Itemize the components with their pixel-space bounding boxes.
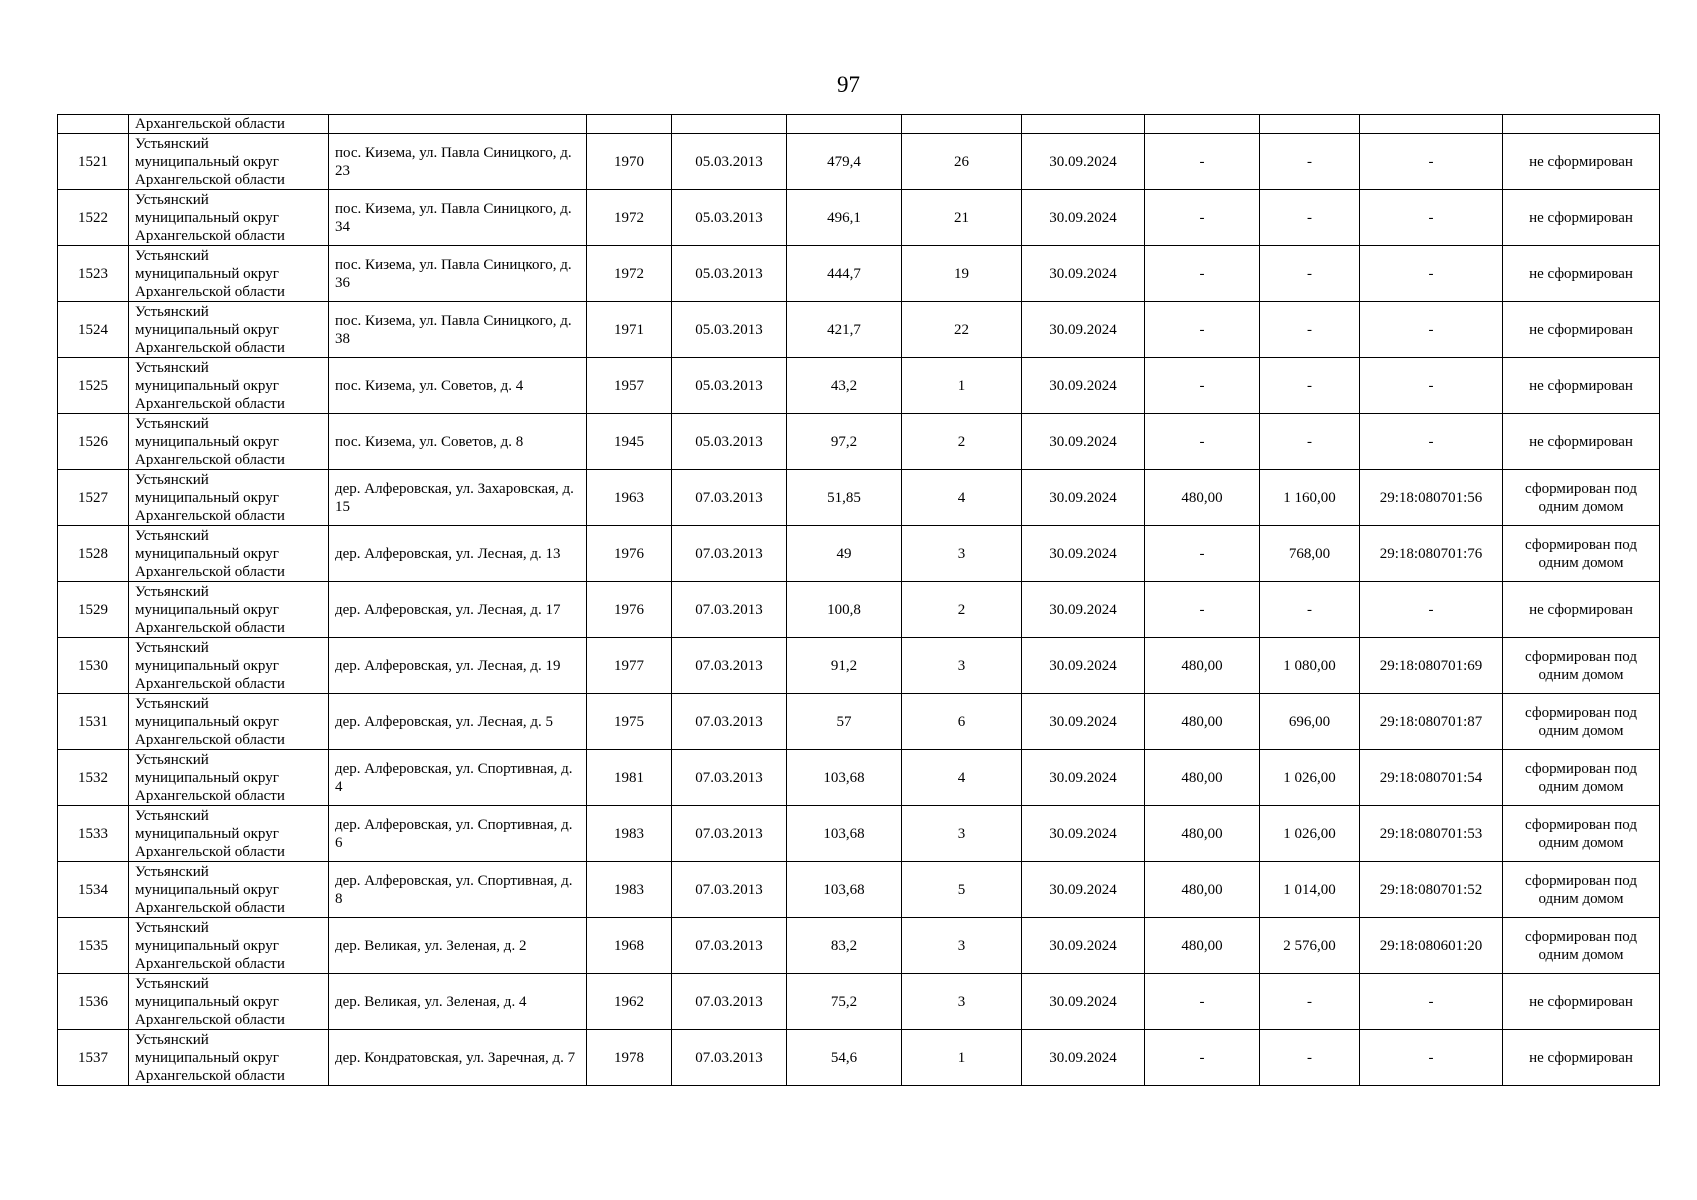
cell-cadastral: 29:18:080701:87 bbox=[1360, 694, 1503, 750]
cell-address: дер. Алферовская, ул. Спортивная, д. 8 bbox=[329, 862, 587, 918]
municipality-line: Устьянский bbox=[135, 583, 209, 600]
cell-year: 1983 bbox=[587, 806, 672, 862]
cell-address: пос. Кизема, ул. Советов, д. 4 bbox=[329, 358, 587, 414]
cell-value1: 480,00 bbox=[1145, 750, 1260, 806]
cell-value2: 1 014,00 bbox=[1260, 862, 1360, 918]
table-row bbox=[58, 134, 1660, 190]
cell-year: 1972 bbox=[587, 190, 672, 246]
cell-date2: 30.09.2024 bbox=[1022, 470, 1145, 526]
cell-cadastral: - bbox=[1360, 1030, 1503, 1086]
cell-address: дер. Алферовская, ул. Лесная, д. 13 bbox=[329, 526, 587, 582]
table-row bbox=[58, 358, 1660, 414]
cell-cadastral: - bbox=[1360, 302, 1503, 358]
cell-date2: 30.09.2024 bbox=[1022, 190, 1145, 246]
municipality-line: Архангельской области bbox=[135, 507, 285, 524]
municipality-line: муниципальный округ bbox=[135, 601, 279, 618]
cell-year: 1963 bbox=[587, 470, 672, 526]
cell-value2: 2 576,00 bbox=[1260, 918, 1360, 974]
table-row bbox=[58, 638, 1660, 694]
municipality-line: Устьянский bbox=[135, 415, 209, 432]
cell-number: 1535 bbox=[58, 918, 129, 974]
cell-status: не сформирован bbox=[1503, 246, 1660, 302]
cell-address: дер. Алферовская, ул. Спортивная, д. 4 bbox=[329, 750, 587, 806]
cell-value2: - bbox=[1260, 414, 1360, 470]
cell-municipality bbox=[129, 358, 329, 414]
cell-cadastral: - bbox=[1360, 974, 1503, 1030]
cell-municipality bbox=[129, 246, 329, 302]
cell-date: 07.03.2013 bbox=[672, 694, 787, 750]
table-row bbox=[58, 414, 1660, 470]
cell-status: сформирован под одним домом bbox=[1503, 918, 1660, 974]
cell-date: 05.03.2013 bbox=[672, 190, 787, 246]
cell-value1: - bbox=[1145, 190, 1260, 246]
cell-value1: 480,00 bbox=[1145, 918, 1260, 974]
cell-cadastral: 29:18:080701:52 bbox=[1360, 862, 1503, 918]
cell-area: 49 bbox=[787, 526, 902, 582]
cell-cadastral: 29:18:080701:56 bbox=[1360, 470, 1503, 526]
cell-date: 07.03.2013 bbox=[672, 806, 787, 862]
cell-year: 1971 bbox=[587, 302, 672, 358]
cell-municipality bbox=[129, 806, 329, 862]
cell-address: дер. Алферовская, ул. Захаровская, д. 15 bbox=[329, 470, 587, 526]
municipality-line: Устьянский bbox=[135, 303, 209, 320]
municipality-line: муниципальный округ bbox=[135, 769, 279, 786]
cell-cadastral: 29:18:080601:20 bbox=[1360, 918, 1503, 974]
cell-status bbox=[1503, 115, 1660, 134]
cell-year: 1970 bbox=[587, 134, 672, 190]
municipality-line: Устьянский bbox=[135, 695, 209, 712]
municipality-line: муниципальный округ bbox=[135, 265, 279, 282]
cell-count: 4 bbox=[902, 750, 1022, 806]
cell-value2: - bbox=[1260, 302, 1360, 358]
cell-number: 1533 bbox=[58, 806, 129, 862]
municipality-line: Устьянский bbox=[135, 247, 209, 264]
cell-date: 07.03.2013 bbox=[672, 862, 787, 918]
cell-address: дер. Кондратовская, ул. Заречная, д. 7 bbox=[329, 1030, 587, 1086]
cell-cadastral: - bbox=[1360, 582, 1503, 638]
cell-municipality bbox=[129, 526, 329, 582]
municipality-line: Архангельской области bbox=[135, 731, 285, 748]
cell-status: не сформирован bbox=[1503, 190, 1660, 246]
municipality-line: Архангельской области bbox=[135, 451, 285, 468]
municipality-line: Устьянский bbox=[135, 135, 209, 152]
cell-value2: 1 026,00 bbox=[1260, 750, 1360, 806]
cell-value1: - bbox=[1145, 134, 1260, 190]
municipality-line: муниципальный округ bbox=[135, 321, 279, 338]
municipality-line: Устьянский bbox=[135, 919, 209, 936]
cell-date: 07.03.2013 bbox=[672, 918, 787, 974]
cell-date2: 30.09.2024 bbox=[1022, 974, 1145, 1030]
cell-value1: - bbox=[1145, 358, 1260, 414]
cell-value1: - bbox=[1145, 974, 1260, 1030]
municipality-line: Устьянский bbox=[135, 975, 209, 992]
cell-municipality bbox=[129, 862, 329, 918]
cell-date bbox=[672, 115, 787, 134]
cell-date: 05.03.2013 bbox=[672, 246, 787, 302]
cell-count: 3 bbox=[902, 974, 1022, 1030]
municipality-line: Архангельской области bbox=[135, 899, 285, 916]
cell-count: 2 bbox=[902, 582, 1022, 638]
cell-area: 421,7 bbox=[787, 302, 902, 358]
cell-date2: 30.09.2024 bbox=[1022, 246, 1145, 302]
municipality-line: Архангельской области bbox=[135, 675, 285, 692]
municipality-line: Архангельской области bbox=[135, 283, 285, 300]
cell-value1: - bbox=[1145, 302, 1260, 358]
municipality-line: Архангельской области bbox=[135, 171, 285, 188]
cell-address: дер. Алферовская, ул. Лесная, д. 19 bbox=[329, 638, 587, 694]
cell-year: 1977 bbox=[587, 638, 672, 694]
cell-cadastral: 29:18:080701:76 bbox=[1360, 526, 1503, 582]
cell-count: 6 bbox=[902, 694, 1022, 750]
cell-count: 1 bbox=[902, 358, 1022, 414]
cell-count: 2 bbox=[902, 414, 1022, 470]
municipality-line: Архангельской области bbox=[135, 1067, 285, 1084]
cell-date2: 30.09.2024 bbox=[1022, 1030, 1145, 1086]
cell-value1 bbox=[1145, 115, 1260, 134]
municipality-line: Устьянский bbox=[135, 191, 209, 208]
cell-address: дер. Великая, ул. Зеленая, д. 2 bbox=[329, 918, 587, 974]
municipality-line: Архангельской области bbox=[135, 339, 285, 356]
table-row-continuation bbox=[58, 115, 1660, 134]
cell-cadastral: - bbox=[1360, 134, 1503, 190]
cell-cadastral: - bbox=[1360, 190, 1503, 246]
cell-value1: 480,00 bbox=[1145, 806, 1260, 862]
cell-area: 75,2 bbox=[787, 974, 902, 1030]
cell-area: 479,4 bbox=[787, 134, 902, 190]
cell-status: не сформирован bbox=[1503, 358, 1660, 414]
cell-status: не сформирован bbox=[1503, 582, 1660, 638]
table-row bbox=[58, 470, 1660, 526]
cell-date2: 30.09.2024 bbox=[1022, 414, 1145, 470]
cell-date: 07.03.2013 bbox=[672, 1030, 787, 1086]
cell-count: 21 bbox=[902, 190, 1022, 246]
table-row bbox=[58, 1030, 1660, 1086]
cell-date2: 30.09.2024 bbox=[1022, 918, 1145, 974]
cell-count: 19 bbox=[902, 246, 1022, 302]
cell-year: 1976 bbox=[587, 582, 672, 638]
cell-area: 100,8 bbox=[787, 582, 902, 638]
cell-number: 1536 bbox=[58, 974, 129, 1030]
cell-year: 1981 bbox=[587, 750, 672, 806]
cell-municipality bbox=[129, 302, 329, 358]
cell-number: 1530 bbox=[58, 638, 129, 694]
cell-year: 1968 bbox=[587, 918, 672, 974]
cell-value2: - bbox=[1260, 1030, 1360, 1086]
cell-area: 83,2 bbox=[787, 918, 902, 974]
cell-area: 496,1 bbox=[787, 190, 902, 246]
municipality-line: Устьянский bbox=[135, 527, 209, 544]
cell-value1: 480,00 bbox=[1145, 694, 1260, 750]
cell-status: сформирован под одним домом bbox=[1503, 526, 1660, 582]
municipality-line: Архангельской области bbox=[135, 955, 285, 972]
cell-municipality bbox=[129, 470, 329, 526]
cell-municipality bbox=[129, 414, 329, 470]
cell-count: 3 bbox=[902, 638, 1022, 694]
cell-number: 1532 bbox=[58, 750, 129, 806]
municipality-line: Архангельской области bbox=[135, 1011, 285, 1028]
cell-cadastral: - bbox=[1360, 358, 1503, 414]
cell-municipality bbox=[129, 134, 329, 190]
cell-year bbox=[587, 115, 672, 134]
cell-cadastral bbox=[1360, 115, 1503, 134]
housing-registry-table bbox=[57, 114, 1660, 1086]
table-row bbox=[58, 190, 1660, 246]
cell-year: 1957 bbox=[587, 358, 672, 414]
cell-date2: 30.09.2024 bbox=[1022, 358, 1145, 414]
cell-date2 bbox=[1022, 115, 1145, 134]
municipality-line: Устьянский bbox=[135, 1031, 209, 1048]
cell-number: 1529 bbox=[58, 582, 129, 638]
municipality-line: муниципальный округ bbox=[135, 825, 279, 842]
cell-count: 1 bbox=[902, 1030, 1022, 1086]
cell-area: 103,68 bbox=[787, 750, 902, 806]
cell-value2: - bbox=[1260, 190, 1360, 246]
cell-status: не сформирован bbox=[1503, 302, 1660, 358]
municipality-line: Архангельской области bbox=[135, 843, 285, 860]
cell-status: не сформирован bbox=[1503, 134, 1660, 190]
cell-number: 1523 bbox=[58, 246, 129, 302]
cell-value2: 1 080,00 bbox=[1260, 638, 1360, 694]
cell-count: 3 bbox=[902, 526, 1022, 582]
cell-status: сформирован под одним домом bbox=[1503, 638, 1660, 694]
cell-value1: - bbox=[1145, 246, 1260, 302]
cell-value1: - bbox=[1145, 582, 1260, 638]
cell-date2: 30.09.2024 bbox=[1022, 806, 1145, 862]
cell-area: 57 bbox=[787, 694, 902, 750]
cell-date: 07.03.2013 bbox=[672, 582, 787, 638]
municipality-line: Устьянский bbox=[135, 751, 209, 768]
cell-number: 1527 bbox=[58, 470, 129, 526]
cell-address: дер. Великая, ул. Зеленая, д. 4 bbox=[329, 974, 587, 1030]
cell-date: 05.03.2013 bbox=[672, 302, 787, 358]
cell-municipality bbox=[129, 974, 329, 1030]
table-row bbox=[58, 526, 1660, 582]
cell-value2: - bbox=[1260, 246, 1360, 302]
cell-number: 1525 bbox=[58, 358, 129, 414]
municipality-line: муниципальный округ bbox=[135, 881, 279, 898]
cell-municipality bbox=[129, 638, 329, 694]
table-row bbox=[58, 918, 1660, 974]
cell-value2: - bbox=[1260, 582, 1360, 638]
municipality-line: Архангельской области bbox=[135, 787, 285, 804]
cell-address: пос. Кизема, ул. Советов, д. 8 bbox=[329, 414, 587, 470]
cell-value2: 696,00 bbox=[1260, 694, 1360, 750]
cell-municipality: Архангельской области bbox=[129, 115, 329, 134]
cell-area: 54,6 bbox=[787, 1030, 902, 1086]
cell-value2 bbox=[1260, 115, 1360, 134]
cell-date2: 30.09.2024 bbox=[1022, 694, 1145, 750]
cell-date: 07.03.2013 bbox=[672, 974, 787, 1030]
table-row bbox=[58, 694, 1660, 750]
municipality-line: Устьянский bbox=[135, 863, 209, 880]
cell-value1: - bbox=[1145, 526, 1260, 582]
cell-number: 1524 bbox=[58, 302, 129, 358]
cell-cadastral: 29:18:080701:54 bbox=[1360, 750, 1503, 806]
cell-date: 05.03.2013 bbox=[672, 358, 787, 414]
cell-date2: 30.09.2024 bbox=[1022, 750, 1145, 806]
cell-date2: 30.09.2024 bbox=[1022, 302, 1145, 358]
municipality-line: муниципальный округ bbox=[135, 1049, 279, 1066]
municipality-line: муниципальный округ bbox=[135, 657, 279, 674]
cell-area: 91,2 bbox=[787, 638, 902, 694]
page-number: 97 bbox=[837, 72, 860, 97]
cell-date2: 30.09.2024 bbox=[1022, 582, 1145, 638]
cell-year: 1978 bbox=[587, 1030, 672, 1086]
municipality-line: муниципальный округ bbox=[135, 209, 279, 226]
cell-value1: 480,00 bbox=[1145, 862, 1260, 918]
cell-year: 1962 bbox=[587, 974, 672, 1030]
cell-value2: 1 026,00 bbox=[1260, 806, 1360, 862]
cell-municipality bbox=[129, 190, 329, 246]
cell-area: 444,7 bbox=[787, 246, 902, 302]
cell-status: не сформирован bbox=[1503, 1030, 1660, 1086]
municipality-line: муниципальный округ bbox=[135, 489, 279, 506]
cell-year: 1972 bbox=[587, 246, 672, 302]
table-row bbox=[58, 862, 1660, 918]
cell-year: 1983 bbox=[587, 862, 672, 918]
cell-date: 07.03.2013 bbox=[672, 638, 787, 694]
table-row bbox=[58, 246, 1660, 302]
cell-value1: - bbox=[1145, 414, 1260, 470]
cell-year: 1945 bbox=[587, 414, 672, 470]
cell-status: не сформирован bbox=[1503, 414, 1660, 470]
cell-status: сформирован под одним домом bbox=[1503, 694, 1660, 750]
cell-year: 1976 bbox=[587, 526, 672, 582]
table-row bbox=[58, 806, 1660, 862]
municipality-line: муниципальный округ bbox=[135, 937, 279, 954]
cell-date2: 30.09.2024 bbox=[1022, 862, 1145, 918]
table-row bbox=[58, 750, 1660, 806]
cell-area: 103,68 bbox=[787, 862, 902, 918]
municipality-line: Устьянский bbox=[135, 471, 209, 488]
municipality-line: Устьянский bbox=[135, 639, 209, 656]
municipality-line: муниципальный округ bbox=[135, 433, 279, 450]
cell-date2: 30.09.2024 bbox=[1022, 526, 1145, 582]
cell-municipality bbox=[129, 750, 329, 806]
cell-date: 05.03.2013 bbox=[672, 134, 787, 190]
cell-number: 1528 bbox=[58, 526, 129, 582]
cell-address: пос. Кизема, ул. Павла Синицкого, д. 38 bbox=[329, 302, 587, 358]
municipality-line: Архангельской области bbox=[135, 227, 285, 244]
cell-number: 1522 bbox=[58, 190, 129, 246]
cell-value1: - bbox=[1145, 1030, 1260, 1086]
cell-address: пос. Кизема, ул. Павла Синицкого, д. 23 bbox=[329, 134, 587, 190]
cell-count: 22 bbox=[902, 302, 1022, 358]
cell-area: 43,2 bbox=[787, 358, 902, 414]
cell-number: 1531 bbox=[58, 694, 129, 750]
cell-municipality bbox=[129, 918, 329, 974]
cell-address: дер. Алферовская, ул. Спортивная, д. 6 bbox=[329, 806, 587, 862]
municipality-line: Устьянский bbox=[135, 807, 209, 824]
table-row bbox=[58, 582, 1660, 638]
table-row bbox=[58, 302, 1660, 358]
cell-value1: 480,00 bbox=[1145, 470, 1260, 526]
cell-value2: 1 160,00 bbox=[1260, 470, 1360, 526]
cell-value2: - bbox=[1260, 358, 1360, 414]
cell-count: 4 bbox=[902, 470, 1022, 526]
cell-address: пос. Кизема, ул. Павла Синицкого, д. 36 bbox=[329, 246, 587, 302]
cell-value2: - bbox=[1260, 974, 1360, 1030]
municipality-line: Устьянский bbox=[135, 359, 209, 376]
cell-address: пос. Кизема, ул. Павла Синицкого, д. 34 bbox=[329, 190, 587, 246]
municipality-line: Архангельской области bbox=[135, 619, 285, 636]
cell-number: 1521 bbox=[58, 134, 129, 190]
cell-date: 07.03.2013 bbox=[672, 470, 787, 526]
cell-count: 3 bbox=[902, 806, 1022, 862]
table-row bbox=[58, 974, 1660, 1030]
municipality-line: Архангельской области bbox=[135, 563, 285, 580]
cell-year: 1975 bbox=[587, 694, 672, 750]
cell-status: сформирован под одним домом bbox=[1503, 806, 1660, 862]
cell-address: дер. Алферовская, ул. Лесная, д. 5 bbox=[329, 694, 587, 750]
cell-count: 5 bbox=[902, 862, 1022, 918]
cell-date: 05.03.2013 bbox=[672, 414, 787, 470]
municipality-line: муниципальный округ bbox=[135, 713, 279, 730]
cell-number: 1537 bbox=[58, 1030, 129, 1086]
cell-date2: 30.09.2024 bbox=[1022, 638, 1145, 694]
cell-value1: 480,00 bbox=[1145, 638, 1260, 694]
cell-cadastral: - bbox=[1360, 414, 1503, 470]
cell-date: 07.03.2013 bbox=[672, 526, 787, 582]
cell-area bbox=[787, 115, 902, 134]
cell-municipality bbox=[129, 582, 329, 638]
cell-address: дер. Алферовская, ул. Лесная, д. 17 bbox=[329, 582, 587, 638]
cell-count: 3 bbox=[902, 918, 1022, 974]
cell-value2: 768,00 bbox=[1260, 526, 1360, 582]
cell-status: сформирован под одним домом bbox=[1503, 750, 1660, 806]
municipality-line: Архангельской области bbox=[135, 395, 285, 412]
cell-cadastral: - bbox=[1360, 246, 1503, 302]
cell-date2: 30.09.2024 bbox=[1022, 134, 1145, 190]
cell-number: 1534 bbox=[58, 862, 129, 918]
municipality-line: муниципальный округ bbox=[135, 153, 279, 170]
cell-status: сформирован под одним домом bbox=[1503, 862, 1660, 918]
municipality-line: муниципальный округ bbox=[135, 545, 279, 562]
cell-count: 26 bbox=[902, 134, 1022, 190]
cell-cadastral: 29:18:080701:53 bbox=[1360, 806, 1503, 862]
cell-date: 07.03.2013 bbox=[672, 750, 787, 806]
cell-municipality bbox=[129, 1030, 329, 1086]
cell-number: 1526 bbox=[58, 414, 129, 470]
cell-value2: - bbox=[1260, 134, 1360, 190]
cell-municipality bbox=[129, 694, 329, 750]
cell-address bbox=[329, 115, 587, 134]
cell-area: 51,85 bbox=[787, 470, 902, 526]
municipality-line: муниципальный округ bbox=[135, 993, 279, 1010]
cell-number bbox=[58, 115, 129, 134]
municipality-line: муниципальный округ bbox=[135, 377, 279, 394]
cell-count bbox=[902, 115, 1022, 134]
cell-status: не сформирован bbox=[1503, 974, 1660, 1030]
cell-cadastral: 29:18:080701:69 bbox=[1360, 638, 1503, 694]
cell-status: сформирован под одним домом bbox=[1503, 470, 1660, 526]
cell-area: 103,68 bbox=[787, 806, 902, 862]
cell-area: 97,2 bbox=[787, 414, 902, 470]
